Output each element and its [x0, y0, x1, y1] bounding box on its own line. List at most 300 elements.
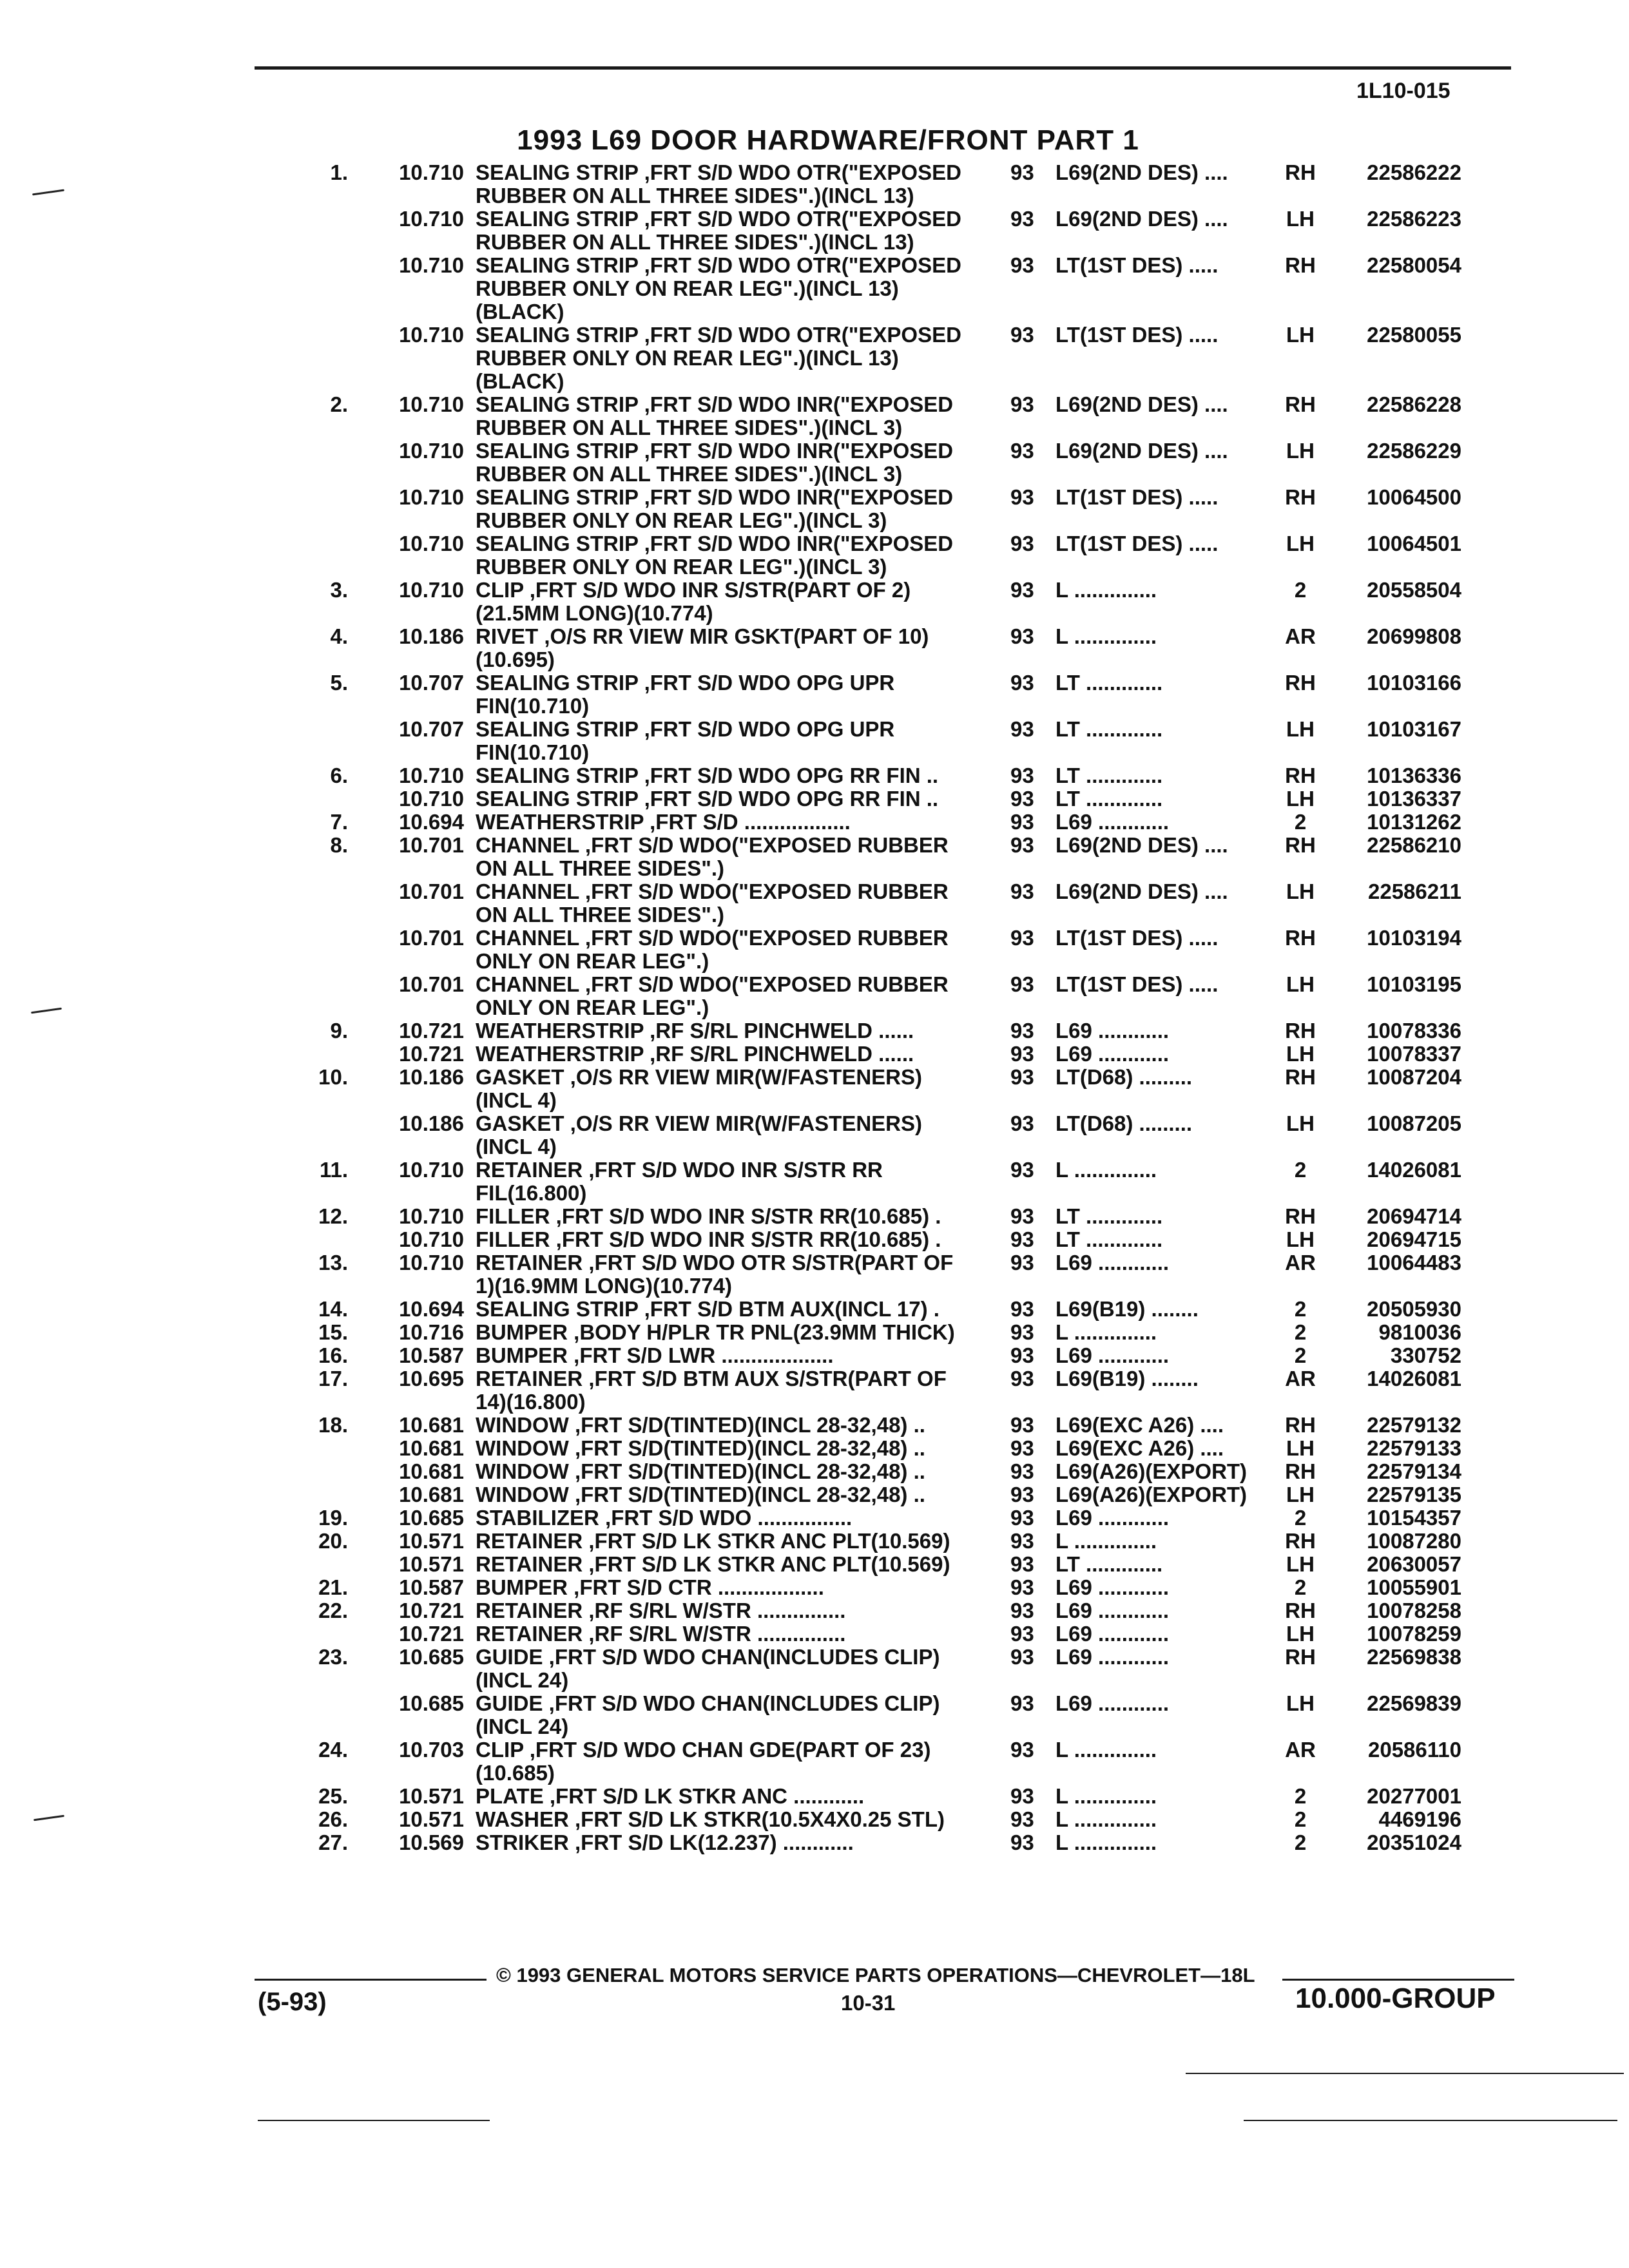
year: 93 — [1010, 1738, 1034, 1762]
model: L69 ............ — [1055, 1043, 1170, 1066]
table-row — [284, 1298, 1521, 1321]
part-number: 20699808 — [1367, 624, 1461, 648]
table-row — [284, 787, 1521, 811]
model: LT ............. — [1055, 787, 1163, 811]
description: SEALING STRIP ,FRT S/D WDO OTR("EXPOSED RUBBER ONLY ON REAR LEG".)(INCL 13) (BLACK) — [476, 253, 961, 323]
part-number: 20558504 — [1367, 578, 1461, 602]
year: 93 — [1010, 1297, 1034, 1321]
table-row — [284, 1831, 1521, 1854]
model: L69(2ND DES) .... — [1055, 207, 1228, 231]
ref-number: 14. — [318, 1297, 348, 1321]
footer-rule-left — [255, 1979, 487, 1981]
table-row — [284, 1506, 1521, 1530]
quantity: RH — [1285, 1204, 1316, 1228]
description: STRIKER ,FRT S/D LK(12.237) ............ — [476, 1831, 854, 1854]
ref-number: 25. — [318, 1784, 348, 1808]
table-row — [284, 1738, 1521, 1785]
description: WINDOW ,FRT S/D(TINTED)(INCL 28-32,48) .. — [476, 1413, 925, 1437]
quantity: RH — [1285, 671, 1316, 695]
group-number: 10.721 — [399, 1599, 464, 1622]
part-number: 10064483 — [1367, 1251, 1461, 1274]
table-row — [284, 207, 1521, 254]
part-number: 4469196 — [1378, 1807, 1461, 1831]
description: GUIDE ,FRT S/D WDO CHAN(INCLUDES CLIP) (INCL 24) — [476, 1691, 940, 1738]
ref-number: 23. — [318, 1645, 348, 1669]
model: L69 ............ — [1055, 1599, 1170, 1622]
group-number: 10.707 — [399, 671, 464, 695]
quantity: RH — [1285, 1645, 1316, 1669]
group-number: 10.710 — [399, 160, 464, 184]
description: RETAINER ,FRT S/D BTM AUX S/STR(PART OF 14)(16.800) — [476, 1367, 947, 1414]
model: L69(B19) ........ — [1055, 1298, 1199, 1321]
description: PLATE ,FRT S/D LK STKR ANC ............ — [476, 1784, 865, 1808]
year: 93 — [1010, 1831, 1034, 1854]
group-number: 10.694 — [399, 1297, 464, 1321]
group-number: 10.703 — [399, 1738, 464, 1762]
group-number: 10.701 — [399, 926, 464, 950]
table-row — [284, 486, 1521, 532]
part-number: 14026081 — [1367, 1158, 1461, 1182]
part-number: 10103195 — [1367, 972, 1461, 996]
part-number: 10136336 — [1367, 764, 1461, 787]
quantity: LH — [1286, 1691, 1315, 1715]
table-row — [284, 625, 1521, 671]
description: CHANNEL ,FRT S/D WDO("EXPOSED RUBBER ON ALL THREE SIDES".) — [476, 879, 949, 927]
model: L69(2ND DES) .... — [1055, 834, 1228, 857]
group-number: 10.707 — [399, 717, 464, 741]
year: 93 — [1010, 1251, 1034, 1274]
model: L69(A26)(EXPORT) — [1055, 1460, 1248, 1483]
quantity: LH — [1286, 1042, 1315, 1066]
part-number: 10103167 — [1367, 717, 1461, 741]
description: CHANNEL ,FRT S/D WDO("EXPOSED RUBBER ONLY ON REAR LEG".) — [476, 926, 949, 973]
description: WEATHERSTRIP ,RF S/RL PINCHWELD ...... — [476, 1042, 914, 1066]
quantity: RH — [1285, 392, 1316, 416]
description: SEALING STRIP ,FRT S/D WDO OPG UPR FIN(10.710) — [476, 671, 895, 718]
model: LT ............. — [1055, 1553, 1163, 1576]
quantity: LH — [1286, 1483, 1315, 1506]
model: L .............. — [1055, 1808, 1157, 1831]
group-number: 10.721 — [399, 1019, 464, 1043]
quantity: RH — [1285, 253, 1316, 277]
year: 93 — [1010, 1529, 1034, 1553]
quantity: 2 — [1294, 1831, 1307, 1854]
description: SEALING STRIP ,FRT S/D WDO OTR("EXPOSED RUBBER ON ALL THREE SIDES".)(INCL 13) — [476, 160, 961, 207]
quantity: LH — [1286, 787, 1315, 811]
part-number: 22579134 — [1367, 1459, 1461, 1483]
part-number: 22579132 — [1367, 1413, 1461, 1437]
table-row — [284, 973, 1521, 1019]
bottom-rule — [258, 2120, 490, 2121]
model: L .............. — [1055, 1785, 1157, 1808]
quantity: RH — [1285, 1599, 1316, 1622]
table-row — [284, 1460, 1521, 1483]
model: L69 ............ — [1055, 1019, 1170, 1043]
group-number: 10.701 — [399, 879, 464, 903]
description: CHANNEL ,FRT S/D WDO("EXPOSED RUBBER ON ALL THREE SIDES".) — [476, 833, 949, 880]
description: WINDOW ,FRT S/D(TINTED)(INCL 28-32,48) .. — [476, 1436, 925, 1460]
quantity: LH — [1286, 1552, 1315, 1576]
table-row — [284, 927, 1521, 973]
quantity: RH — [1285, 1529, 1316, 1553]
ref-number: 27. — [318, 1831, 348, 1854]
part-number: 10154357 — [1367, 1506, 1461, 1530]
description: RETAINER ,FRT S/D WDO OTR S/STR(PART OF 1)(16.9MM LONG)(10.774) — [476, 1251, 954, 1298]
part-number: 330752 — [1390, 1343, 1461, 1367]
quantity: 2 — [1294, 810, 1307, 834]
footer-date: (5-93) — [258, 1988, 327, 2016]
quantity: LH — [1286, 1622, 1315, 1646]
quantity: RH — [1285, 926, 1316, 950]
group-number: 10.681 — [399, 1483, 464, 1506]
page-title: 1993 L69 DOOR HARDWARE/FRONT PART 1 — [517, 124, 1139, 156]
part-number: 20351024 — [1367, 1831, 1461, 1854]
group-number: 10.186 — [399, 624, 464, 648]
quantity: AR — [1285, 1367, 1316, 1390]
part-number: 9810036 — [1378, 1320, 1461, 1344]
year: 93 — [1010, 972, 1034, 996]
model: LT ............. — [1055, 764, 1163, 787]
quantity: 2 — [1294, 1297, 1307, 1321]
quantity: LH — [1286, 1436, 1315, 1460]
part-number: 22580054 — [1367, 253, 1461, 277]
model: LT(1ST DES) ..... — [1055, 323, 1219, 347]
table-row — [284, 1622, 1521, 1646]
description: CHANNEL ,FRT S/D WDO("EXPOSED RUBBER ONLY ON REAR LEG".) — [476, 972, 949, 1019]
year: 93 — [1010, 1019, 1034, 1043]
quantity: AR — [1285, 1738, 1316, 1762]
model: L69 ............ — [1055, 811, 1170, 834]
model: L69(2ND DES) .... — [1055, 439, 1228, 463]
ref-number: 20. — [318, 1529, 348, 1553]
model: L .............. — [1055, 1158, 1157, 1182]
year: 93 — [1010, 1483, 1034, 1506]
table-row — [284, 1158, 1521, 1205]
year: 93 — [1010, 485, 1034, 509]
description: GASKET ,O/S RR VIEW MIR(W/FASTENERS) (INCL 4) — [476, 1065, 923, 1112]
year: 93 — [1010, 810, 1034, 834]
year: 93 — [1010, 1413, 1034, 1437]
year: 93 — [1010, 671, 1034, 695]
year: 93 — [1010, 532, 1034, 555]
ref-number: 7. — [330, 810, 348, 834]
part-number: 10087205 — [1367, 1111, 1461, 1135]
group-number: 10.681 — [399, 1413, 464, 1437]
description: CLIP ,FRT S/D WDO CHAN GDE(PART OF 23) (10.685) — [476, 1738, 931, 1785]
group-number: 10.685 — [399, 1506, 464, 1530]
margin-mark — [34, 1815, 64, 1821]
description: RETAINER ,RF S/RL W/STR ............... — [476, 1599, 846, 1622]
quantity: LH — [1286, 1111, 1315, 1135]
group-number: 10.695 — [399, 1367, 464, 1390]
year: 93 — [1010, 1784, 1034, 1808]
ref-number: 1. — [330, 160, 348, 184]
description: RETAINER ,FRT S/D LK STKR ANC PLT(10.569) — [476, 1529, 950, 1553]
table-row — [284, 393, 1521, 439]
description: GUIDE ,FRT S/D WDO CHAN(INCLUDES CLIP) (INCL 24) — [476, 1645, 940, 1692]
ref-number: 18. — [318, 1413, 348, 1437]
group-number: 10.587 — [399, 1343, 464, 1367]
footer-rule-right — [1282, 1979, 1514, 1981]
table-row — [284, 764, 1521, 787]
table-row — [284, 718, 1521, 764]
table-row — [284, 1205, 1521, 1228]
table-row — [284, 1692, 1521, 1738]
model: L69 ............ — [1055, 1344, 1170, 1367]
part-number: 14026081 — [1367, 1367, 1461, 1390]
quantity: 2 — [1294, 1506, 1307, 1530]
group-number: 10.685 — [399, 1645, 464, 1669]
part-number: 22579133 — [1367, 1436, 1461, 1460]
part-number: 10087280 — [1367, 1529, 1461, 1553]
part-number: 10131262 — [1367, 810, 1461, 834]
model: LT ............. — [1055, 1228, 1163, 1251]
ref-number: 13. — [318, 1251, 348, 1274]
year: 93 — [1010, 160, 1034, 184]
table-row — [284, 880, 1521, 927]
table-row — [284, 1576, 1521, 1599]
group-number: 10.186 — [399, 1065, 464, 1089]
table-row — [284, 1808, 1521, 1831]
quantity: 2 — [1294, 578, 1307, 602]
year: 93 — [1010, 764, 1034, 787]
part-number: 22586228 — [1367, 392, 1461, 416]
ref-number: 26. — [318, 1807, 348, 1831]
year: 93 — [1010, 1320, 1034, 1344]
group-number: 10.681 — [399, 1436, 464, 1460]
part-number: 10103166 — [1367, 671, 1461, 695]
year: 93 — [1010, 1065, 1034, 1089]
table-row — [284, 1483, 1521, 1506]
part-number: 20505930 — [1367, 1297, 1461, 1321]
year: 93 — [1010, 833, 1034, 857]
quantity: RH — [1285, 1019, 1316, 1043]
ref-number: 24. — [318, 1738, 348, 1762]
description: SEALING STRIP ,FRT S/D WDO INR("EXPOSED RUBBER ONLY ON REAR LEG".)(INCL 3) — [476, 532, 954, 579]
footer-page-number: 10-31 — [841, 1991, 896, 2015]
year: 93 — [1010, 1227, 1034, 1251]
table-row — [284, 671, 1521, 718]
ref-number: 4. — [330, 624, 348, 648]
ref-number: 11. — [319, 1158, 348, 1182]
ref-number: 15. — [318, 1320, 348, 1344]
table-row — [284, 161, 1521, 207]
description: CLIP ,FRT S/D WDO INR S/STR(PART OF 2) (21.5MM LONG)(10.774) — [476, 578, 911, 625]
group-number: 10.685 — [399, 1691, 464, 1715]
model: L69 ............ — [1055, 1646, 1170, 1669]
part-number: 22586211 — [1367, 879, 1461, 903]
year: 93 — [1010, 1436, 1034, 1460]
top-rule — [255, 66, 1511, 70]
model: LT ............. — [1055, 1205, 1163, 1228]
model: L .............. — [1055, 1321, 1157, 1344]
ref-number: 12. — [318, 1204, 348, 1228]
table-row — [284, 1646, 1521, 1692]
part-number: 22569839 — [1367, 1691, 1461, 1715]
quantity: LH — [1286, 972, 1315, 996]
quantity: LH — [1286, 1227, 1315, 1251]
part-number: 10087204 — [1367, 1065, 1461, 1089]
table-row — [284, 1019, 1521, 1043]
model: L .............. — [1055, 1738, 1157, 1762]
model: LT(1ST DES) ..... — [1055, 927, 1219, 950]
part-number: 20277001 — [1367, 1784, 1461, 1808]
model: L69 ............ — [1055, 1576, 1170, 1599]
quantity: 2 — [1294, 1575, 1307, 1599]
group-number: 10.701 — [399, 972, 464, 996]
group-number: 10.186 — [399, 1111, 464, 1135]
quantity: LH — [1286, 439, 1315, 463]
quantity: AR — [1285, 624, 1316, 648]
year: 93 — [1010, 1691, 1034, 1715]
part-number: 22586222 — [1367, 160, 1461, 184]
group-number: 10.710 — [399, 439, 464, 463]
table-row — [284, 1321, 1521, 1344]
quantity: LH — [1286, 879, 1315, 903]
table-row — [284, 439, 1521, 486]
part-number: 10055901 — [1367, 1575, 1461, 1599]
part-number: 22586223 — [1367, 207, 1461, 231]
part-number: 22586229 — [1367, 439, 1461, 463]
table-row — [284, 1066, 1521, 1112]
table-row — [284, 1599, 1521, 1622]
group-number: 10.710 — [399, 1227, 464, 1251]
group-number: 10.710 — [399, 392, 464, 416]
model: L69 ............ — [1055, 1506, 1170, 1530]
table-row — [284, 1228, 1521, 1251]
description: RETAINER ,FRT S/D WDO INR S/STR RR FIL(16.800) — [476, 1158, 883, 1205]
quantity: RH — [1285, 485, 1316, 509]
year: 93 — [1010, 1645, 1034, 1669]
group-number: 10.716 — [399, 1320, 464, 1344]
model: L69 ............ — [1055, 1251, 1170, 1274]
quantity: RH — [1285, 1459, 1316, 1483]
footer-group: 10.000-GROUP — [1295, 1983, 1496, 2014]
year: 93 — [1010, 392, 1034, 416]
year: 93 — [1010, 1204, 1034, 1228]
model: LT(1ST DES) ..... — [1055, 532, 1219, 555]
quantity: AR — [1285, 1251, 1316, 1274]
description: FILLER ,FRT S/D WDO INR S/STR RR(10.685) . — [476, 1204, 941, 1228]
quantity: 2 — [1294, 1807, 1307, 1831]
description: BUMPER ,FRT S/D CTR .................. — [476, 1575, 824, 1599]
group-number: 10.587 — [399, 1575, 464, 1599]
year: 93 — [1010, 1111, 1034, 1135]
ref-number: 16. — [318, 1343, 348, 1367]
ref-number: 6. — [330, 764, 348, 787]
quantity: LH — [1286, 207, 1315, 231]
group-number: 10.721 — [399, 1042, 464, 1066]
ref-number: 8. — [330, 833, 348, 857]
model: LT(1ST DES) ..... — [1055, 486, 1219, 509]
bottom-rule — [1186, 2073, 1624, 2074]
group-number: 10.710 — [399, 1251, 464, 1274]
year: 93 — [1010, 1459, 1034, 1483]
ref-number: 21. — [318, 1575, 348, 1599]
description: SEALING STRIP ,FRT S/D BTM AUX(INCL 17) . — [476, 1297, 940, 1321]
description: SEALING STRIP ,FRT S/D WDO OTR("EXPOSED RUBBER ONLY ON REAR LEG".)(INCL 13) (BLACK) — [476, 323, 961, 393]
quantity: 2 — [1294, 1784, 1307, 1808]
model: LT(D68) ......... — [1055, 1112, 1193, 1135]
table-row — [284, 579, 1521, 625]
year: 93 — [1010, 1367, 1034, 1390]
part-number: 22580055 — [1367, 323, 1461, 347]
description: BUMPER ,FRT S/D LWR ................... — [476, 1343, 834, 1367]
description: SEALING STRIP ,FRT S/D WDO INR("EXPOSED RUBBER ON ALL THREE SIDES".)(INCL 3) — [476, 439, 954, 486]
page-code: 1L10-015 — [1356, 79, 1451, 103]
group-number: 10.710 — [399, 207, 464, 231]
model: L .............. — [1055, 1831, 1157, 1854]
year: 93 — [1010, 1506, 1034, 1530]
model: L69(EXC A26) .... — [1055, 1437, 1224, 1460]
model: LT ............. — [1055, 671, 1163, 695]
ref-number: 19. — [318, 1506, 348, 1530]
margin-mark — [32, 189, 64, 196]
model: LT(1ST DES) ..... — [1055, 254, 1219, 277]
group-number: 10.681 — [399, 1459, 464, 1483]
part-number: 20694714 — [1367, 1204, 1461, 1228]
part-number: 10078336 — [1367, 1019, 1461, 1043]
part-number: 22579135 — [1367, 1483, 1461, 1506]
description: FILLER ,FRT S/D WDO INR S/STR RR(10.685) . — [476, 1227, 941, 1251]
description: GASKET ,O/S RR VIEW MIR(W/FASTENERS) (INCL 4) — [476, 1111, 923, 1158]
description: WINDOW ,FRT S/D(TINTED)(INCL 28-32,48) .. — [476, 1459, 925, 1483]
model: L69(2ND DES) .... — [1055, 880, 1228, 903]
description: WINDOW ,FRT S/D(TINTED)(INCL 28-32,48) .. — [476, 1483, 925, 1506]
year: 93 — [1010, 323, 1034, 347]
part-number: 10064501 — [1367, 532, 1461, 555]
quantity: RH — [1285, 1413, 1316, 1437]
description: RETAINER ,FRT S/D LK STKR ANC PLT(10.569) — [476, 1552, 950, 1576]
year: 93 — [1010, 1158, 1034, 1182]
model: L .............. — [1055, 1530, 1157, 1553]
description: SEALING STRIP ,FRT S/D WDO INR("EXPOSED RUBBER ON ALL THREE SIDES".)(INCL 3) — [476, 392, 954, 439]
part-number: 10064500 — [1367, 485, 1461, 509]
table-row — [284, 1043, 1521, 1066]
model: LT ............. — [1055, 718, 1163, 741]
quantity: 2 — [1294, 1158, 1307, 1182]
table-row — [284, 323, 1521, 393]
group-number: 10.571 — [399, 1784, 464, 1808]
group-number: 10.694 — [399, 810, 464, 834]
year: 93 — [1010, 717, 1034, 741]
table-row — [284, 811, 1521, 834]
table-row — [284, 1553, 1521, 1576]
year: 93 — [1010, 624, 1034, 648]
group-number: 10.571 — [399, 1529, 464, 1553]
group-number: 10.569 — [399, 1831, 464, 1854]
description: BUMPER ,BODY H/PLR TR PNL(23.9MM THICK) — [476, 1320, 955, 1344]
table-row — [284, 1367, 1521, 1414]
year: 93 — [1010, 1042, 1034, 1066]
ref-number: 10. — [318, 1065, 348, 1089]
year: 93 — [1010, 1343, 1034, 1367]
year: 93 — [1010, 1575, 1034, 1599]
model: L69(EXC A26) .... — [1055, 1414, 1224, 1437]
table-row — [284, 1344, 1521, 1367]
model: L69 ............ — [1055, 1692, 1170, 1715]
footer-copyright: © 1993 GENERAL MOTORS SERVICE PARTS OPERATIONS—CHEVROLET—18L — [496, 1964, 1255, 1986]
description: STABILIZER ,FRT S/D WDO ................ — [476, 1506, 853, 1530]
description: WEATHERSTRIP ,FRT S/D .................. — [476, 810, 851, 834]
description: RIVET ,O/S RR VIEW MIR GSKT(PART OF 10) (10.695) — [476, 624, 929, 671]
year: 93 — [1010, 926, 1034, 950]
description: SEALING STRIP ,FRT S/D WDO OTR("EXPOSED RUBBER ON ALL THREE SIDES".)(INCL 13) — [476, 207, 961, 254]
quantity: RH — [1285, 1065, 1316, 1089]
model: L69(2ND DES) .... — [1055, 393, 1228, 416]
table-row — [284, 1530, 1521, 1553]
year: 93 — [1010, 1552, 1034, 1576]
